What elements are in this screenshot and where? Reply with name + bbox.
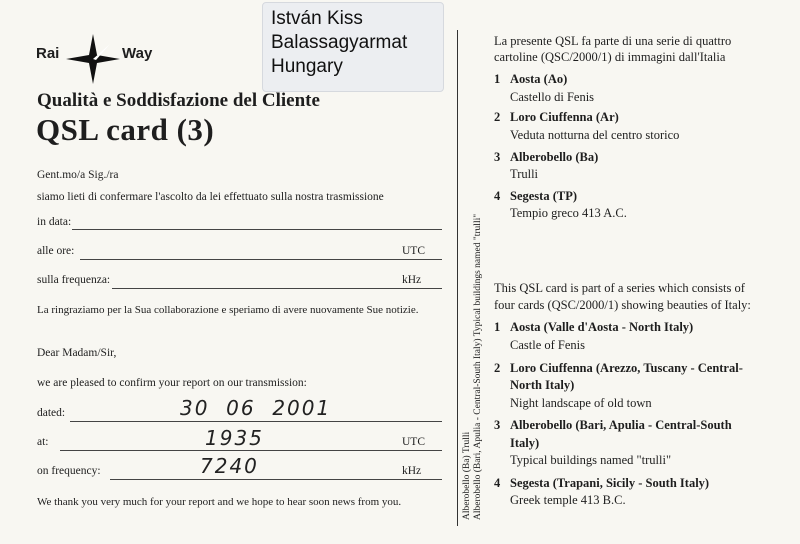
en-item-3-place-cont: Italy) xyxy=(510,436,540,450)
italian-time-unit: UTC xyxy=(402,245,425,257)
english-frequency-line xyxy=(110,479,442,480)
it-item-1-number: 1 xyxy=(494,72,501,86)
logo-way-text: Way xyxy=(122,45,153,62)
handwritten-time: 1935 xyxy=(205,426,264,450)
vertical-caption-line2: Alberobello (Bari, Apulia - Central-South Italy) Typical buildings named "trulli" xyxy=(473,213,483,520)
italian-thanks-text: La ringraziamo per la Sua collaborazione e speriamo di avere nuovamente Sue notizie. xyxy=(37,304,419,316)
italian-salutation: Gent.mo/a Sig./ra xyxy=(37,169,119,181)
en-item-2-place-cont: North Italy) xyxy=(510,378,575,392)
it-item-2-number: 2 xyxy=(494,110,501,124)
it-item-4-desc: Tempio greco 413 A.C. xyxy=(510,206,627,220)
vertical-divider xyxy=(457,30,458,526)
it-item-1-desc: Castello di Fenis xyxy=(510,90,595,104)
en-item-4-place: Segesta (Trapani, Sicily - South Italy) xyxy=(510,476,710,490)
italian-time-line xyxy=(80,259,442,260)
en-item-4-desc: Greek temple 413 B.C. xyxy=(510,493,626,507)
recipient-country: Hungary xyxy=(271,56,343,77)
right-english-intro-1: This QSL card is part of a series which consists of xyxy=(494,281,745,295)
english-time-line xyxy=(60,450,442,451)
it-item-1-place: Aosta (Ao) xyxy=(510,72,568,86)
right-english-intro-2: four cards (QSC/2000/1) showing beauties of Italy: xyxy=(494,298,751,312)
photo-caption-vertical xyxy=(462,214,484,520)
english-frequency-unit: kHz xyxy=(402,465,422,477)
english-thanks-text: We thank you very much for your report and we hope to hear soon news from you. xyxy=(37,496,402,508)
en-item-4-number: 4 xyxy=(494,476,501,490)
card-title: QSL card (3) xyxy=(36,112,215,147)
en-item-3-place: Alberobello (Bari, Apulia - Central-South xyxy=(510,418,732,432)
english-time-label: at: xyxy=(37,436,49,448)
english-date-line xyxy=(70,421,442,422)
italian-date-label: in data: xyxy=(37,216,72,228)
en-item-2-place: Loro Ciuffenna (Arezzo, Tuscany - Central- xyxy=(510,361,743,375)
italian-frequency-label: sulla frequenza: xyxy=(37,274,111,286)
rai-way-logo xyxy=(36,34,176,84)
recipient-name: István Kiss xyxy=(271,8,363,29)
it-item-2-place: Loro Ciuffenna (Ar) xyxy=(510,110,619,124)
italian-date-line xyxy=(72,229,442,230)
italian-frequency-line xyxy=(112,288,442,289)
logo-rai-text: Rai xyxy=(36,45,60,62)
italian-time-label: alle ore: xyxy=(37,245,75,257)
it-item-3-desc: Trulli xyxy=(510,167,539,181)
right-italian-intro-2: cartoline (QSC/2000/1) di immagini dall'Italia xyxy=(494,50,726,64)
it-item-4-place: Segesta (TP) xyxy=(510,189,577,203)
en-item-3-desc: Typical buildings named "trulli" xyxy=(510,453,672,467)
it-item-3-number: 3 xyxy=(494,150,501,164)
it-item-4-number: 4 xyxy=(494,189,501,203)
en-item-1-place: Aosta (Valle d'Aosta - North Italy) xyxy=(510,320,694,334)
english-time-unit: UTC xyxy=(402,436,425,448)
english-frequency-label: on frequency: xyxy=(37,465,101,477)
english-date-label: dated: xyxy=(37,407,66,419)
english-confirm-text: we are pleased to confirm your report on our transmission: xyxy=(37,377,307,389)
vertical-caption-line1: Alberobello (Ba) Trulli xyxy=(462,431,472,520)
en-item-2-number: 2 xyxy=(494,361,501,375)
italian-confirm-text: siamo lieti di confermare l'ascolto da lei effettuato sulla nostra trasmissione xyxy=(37,191,384,203)
address-label xyxy=(262,2,444,92)
english-salutation: Dear Madam/Sir, xyxy=(37,347,117,359)
it-item-2-desc: Veduta notturna del centro storico xyxy=(510,128,680,142)
handwritten-frequency: 7240 xyxy=(200,454,259,478)
section-heading: Qualità e Soddisfazione del Cliente xyxy=(37,90,320,111)
en-item-2-desc: Night landscape of old town xyxy=(510,396,652,410)
en-item-3-number: 3 xyxy=(494,418,501,432)
right-italian-intro-1: La presente QSL fa parte di una serie di quattro xyxy=(494,34,732,48)
en-item-1-number: 1 xyxy=(494,320,501,334)
handwritten-date: 30 06 2001 xyxy=(180,396,332,420)
it-item-3-place: Alberobello (Ba) xyxy=(510,150,599,164)
en-item-1-desc: Castle of Fenis xyxy=(510,338,585,352)
star-logo-icon xyxy=(66,34,120,84)
italian-frequency-unit: kHz xyxy=(402,274,422,286)
recipient-city: Balassagyarmat xyxy=(271,32,408,53)
